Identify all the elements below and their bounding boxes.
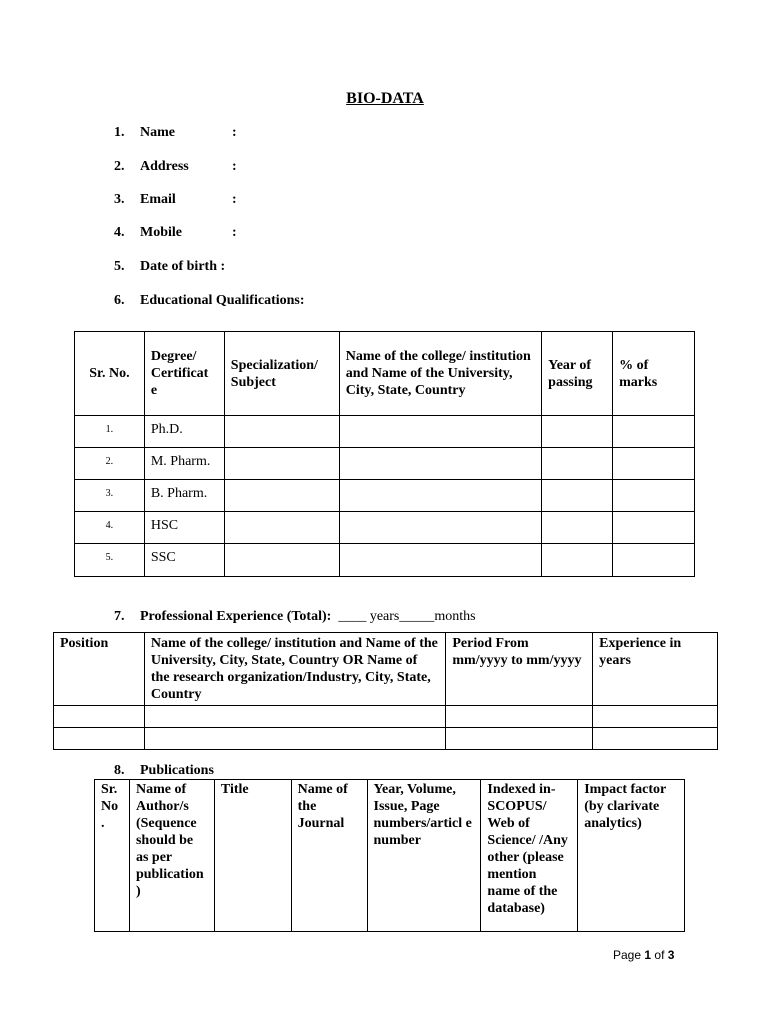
- table-row: [75, 448, 695, 480]
- row-sn: 2.: [75, 448, 145, 480]
- cell-period[interactable]: [446, 706, 593, 728]
- header-marks: % of marks: [613, 332, 695, 416]
- row-degree: SSC: [144, 544, 224, 577]
- cell-period[interactable]: [446, 728, 593, 750]
- header-authors: Name of Author/s (Sequence should be as per publication ): [129, 780, 214, 932]
- table-header-row: [95, 780, 685, 932]
- row-sn: 5.: [75, 544, 145, 577]
- table-row: [75, 480, 695, 512]
- header-college: Name of the college/ institution and Name of the University, City, State, Country: [339, 332, 541, 416]
- page-total: 3: [667, 948, 675, 962]
- page-title: BIO-DATA: [346, 90, 424, 107]
- section-number: 6.: [114, 293, 125, 308]
- section-number: 7.: [114, 609, 125, 624]
- cell-college[interactable]: [339, 512, 541, 544]
- field-number: 4.: [114, 225, 125, 240]
- header-experience-years: Experience in years: [593, 633, 718, 706]
- header-period: Period From mm/yyyy to mm/yyyy: [446, 633, 593, 706]
- table-row: [75, 416, 695, 448]
- experience-heading: [114, 609, 476, 625]
- cell-year[interactable]: [542, 480, 613, 512]
- cell-position[interactable]: [54, 706, 145, 728]
- cell-marks[interactable]: [613, 480, 695, 512]
- cell-year[interactable]: [542, 416, 613, 448]
- page-number: [613, 948, 674, 962]
- cell-college[interactable]: [339, 416, 541, 448]
- publications-heading: [114, 763, 214, 779]
- header-journal: Name of the Journal: [291, 780, 367, 932]
- cell-marks[interactable]: [613, 544, 695, 577]
- header-specialization: Specialization/ Subject: [224, 332, 339, 416]
- table-row: [75, 512, 695, 544]
- cell-college[interactable]: [339, 544, 541, 577]
- education-heading: [114, 293, 305, 309]
- header-title: Title: [214, 780, 291, 932]
- cell-organization[interactable]: [144, 728, 445, 750]
- row-degree: B. Pharm.: [144, 480, 224, 512]
- section-number: 8.: [114, 763, 125, 778]
- page-word: Page: [613, 948, 642, 962]
- field-number: 3.: [114, 192, 125, 207]
- publications-table: [94, 779, 685, 932]
- table-row: [54, 706, 718, 728]
- cell-specialization[interactable]: [224, 544, 339, 577]
- header-year: Year of passing: [542, 332, 613, 416]
- field-label: Name: [140, 125, 175, 140]
- field-number: 5.: [114, 259, 125, 274]
- cell-experience[interactable]: [593, 728, 718, 750]
- cell-position[interactable]: [54, 728, 145, 750]
- section-title: Professional Experience (Total):: [140, 609, 332, 624]
- field-number: 2.: [114, 159, 125, 174]
- field-label: Address: [140, 159, 189, 174]
- field-colon: :: [232, 159, 237, 174]
- field-label: Mobile: [140, 225, 182, 240]
- experience-total-blank[interactable]: ____ years_____months: [338, 609, 476, 624]
- field-number: 1.: [114, 125, 125, 140]
- field-date-of-birth: [114, 259, 225, 275]
- table-row: [54, 728, 718, 750]
- education-table: [74, 331, 695, 577]
- header-sr-no: Sr. No .: [95, 780, 130, 932]
- header-year-volume: Year, Volume, Issue, Page numbers/articl e number: [367, 780, 481, 932]
- cell-marks[interactable]: [613, 512, 695, 544]
- row-sn: 1.: [75, 416, 145, 448]
- cell-year[interactable]: [542, 448, 613, 480]
- field-colon: :: [232, 192, 237, 207]
- page-current: 1: [644, 948, 652, 962]
- field-email: [114, 192, 237, 208]
- cell-experience[interactable]: [593, 706, 718, 728]
- field-label: Date of birth: [140, 259, 217, 274]
- row-degree: HSC: [144, 512, 224, 544]
- cell-college[interactable]: [339, 448, 541, 480]
- field-colon: :: [220, 259, 226, 274]
- header-impact-factor: Impact factor (by clarivate analytics): [578, 780, 685, 932]
- field-mobile: [114, 225, 237, 241]
- header-degree: Degree/ Certificat e: [144, 332, 224, 416]
- row-sn: 3.: [75, 480, 145, 512]
- cell-specialization[interactable]: [224, 448, 339, 480]
- field-colon: :: [232, 125, 237, 140]
- table-row: [75, 544, 695, 577]
- experience-table: [53, 632, 718, 750]
- cell-organization[interactable]: [144, 706, 445, 728]
- field-label: Email: [140, 192, 176, 207]
- row-sn: 4.: [75, 512, 145, 544]
- section-title: Publications: [140, 763, 214, 778]
- cell-marks[interactable]: [613, 416, 695, 448]
- table-header-row: [54, 633, 718, 706]
- field-name: [114, 125, 237, 141]
- cell-specialization[interactable]: [224, 416, 339, 448]
- cell-year[interactable]: [542, 544, 613, 577]
- cell-marks[interactable]: [613, 448, 695, 480]
- row-degree: M. Pharm.: [144, 448, 224, 480]
- header-organization: Name of the college/ institution and Name of the University, City, State, Country OR Name of the research organization/Industry, City, State, Country: [144, 633, 445, 706]
- row-degree: Ph.D.: [144, 416, 224, 448]
- header-sr-no: Sr. No.: [75, 332, 145, 416]
- page-of-word: of: [654, 948, 665, 962]
- table-header-row: [75, 332, 695, 416]
- cell-specialization[interactable]: [224, 480, 339, 512]
- header-indexed-in: Indexed in- SCOPUS/ Web of Science/ /Any other (please mention name of the database): [481, 780, 578, 932]
- field-colon: :: [232, 225, 237, 240]
- cell-year[interactable]: [542, 512, 613, 544]
- section-title: Educational Qualifications:: [140, 293, 305, 308]
- cell-specialization[interactable]: [224, 512, 339, 544]
- cell-college[interactable]: [339, 480, 541, 512]
- header-position: Position: [54, 633, 145, 706]
- field-address: [114, 159, 237, 175]
